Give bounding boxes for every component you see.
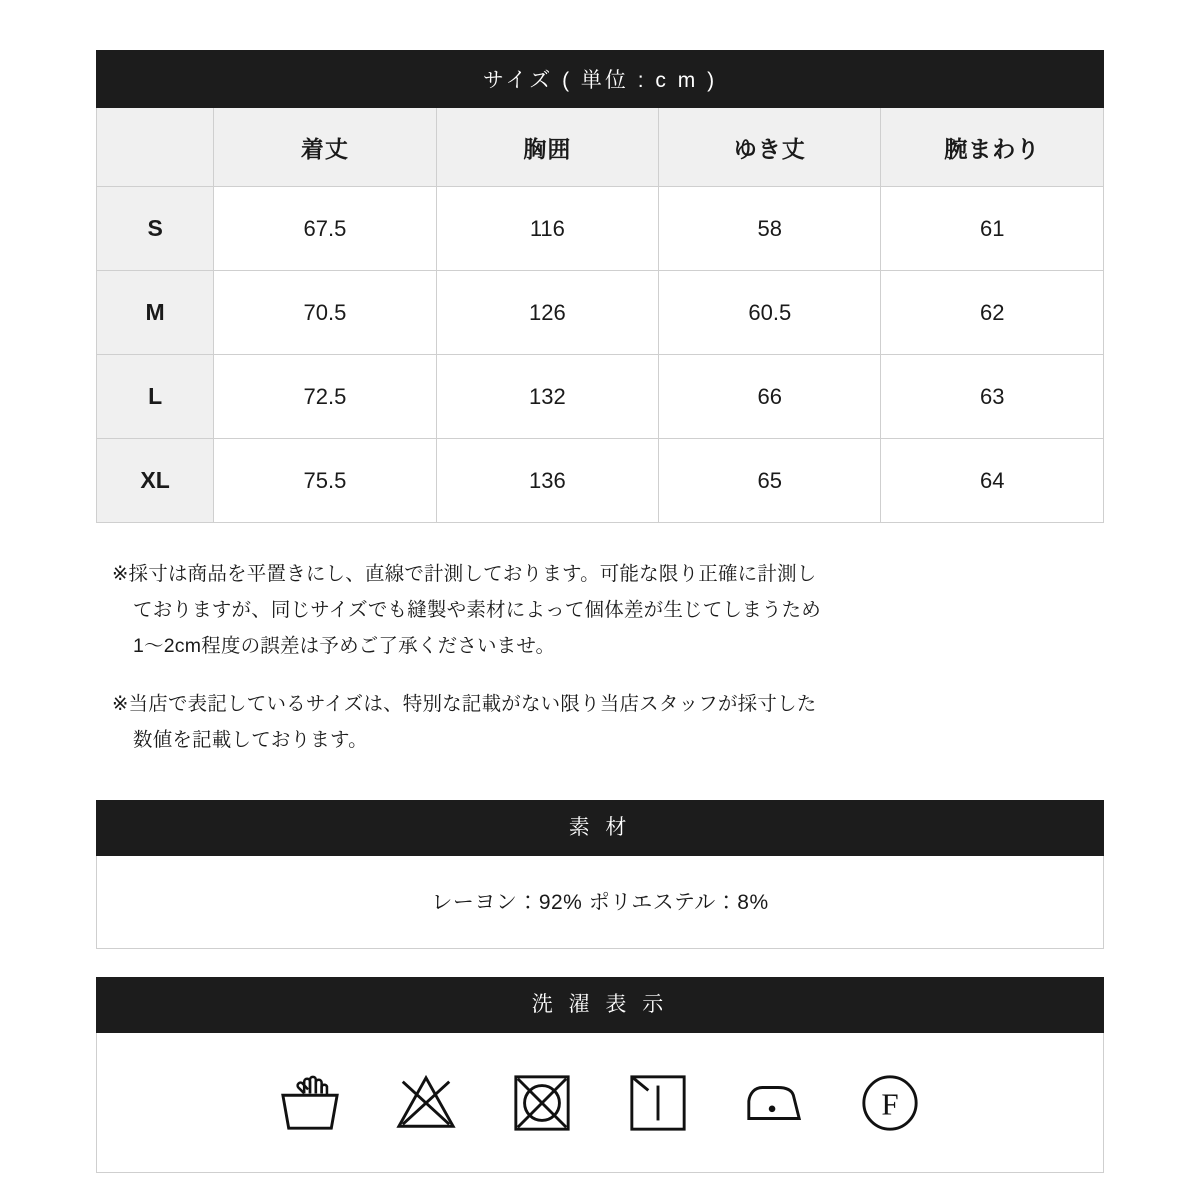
staff-measurement-note	[112, 686, 1102, 758]
material-panel-body	[96, 856, 1104, 949]
cell-chest: 126	[436, 271, 658, 355]
cell-arm-circumference: 62	[881, 271, 1104, 355]
cell-chest: 136	[436, 439, 658, 523]
table-row	[97, 355, 1104, 439]
cell-arm-circumference: 61	[881, 187, 1104, 271]
material-text: レーヨン：92% ポリエステル：8%	[431, 891, 769, 914]
staff-measurement-note-line-2: 数値を記載しております。	[133, 729, 368, 752]
material-panel-header: 素 材	[96, 800, 1104, 856]
iron-low-icon	[743, 1072, 805, 1134]
dryclean-f-icon	[859, 1072, 921, 1134]
size-table-title-row	[97, 51, 1104, 108]
measurement-note	[112, 556, 1102, 664]
table-row	[97, 271, 1104, 355]
hand-wash-icon	[279, 1072, 341, 1134]
cell-arm-circumference: 64	[881, 439, 1104, 523]
column-header-arm-circumference: 腕まわり	[881, 108, 1104, 187]
svg-text:F: F	[881, 1086, 899, 1122]
cell-chest: 116	[436, 187, 658, 271]
wash-panel	[96, 977, 1104, 1173]
cell-arm-circumference: 63	[881, 355, 1104, 439]
measurement-note-line-2: ておりますが、同じサイズでも縫製や素材によって個体差が生じてしまうため	[133, 599, 821, 622]
row-size-label: M	[97, 271, 214, 355]
wash-panel-body	[96, 1033, 1104, 1173]
no-tumble-dry-icon	[511, 1072, 573, 1134]
cell-body-length: 67.5	[214, 187, 436, 271]
no-bleach-icon	[395, 1072, 457, 1134]
staff-measurement-note-line-1: ※当店で表記しているサイズは、特別な記載がない限り当店スタッフが採寸した	[112, 693, 817, 716]
size-table	[96, 50, 1104, 523]
cell-sleeve-length: 66	[659, 355, 881, 439]
size-table-corner-cell	[97, 108, 214, 187]
column-header-chest: 胸囲	[436, 108, 658, 187]
row-size-label: S	[97, 187, 214, 271]
cell-sleeve-length: 58	[659, 187, 881, 271]
column-header-body-length: 着丈	[214, 108, 436, 187]
notes-section	[112, 556, 1102, 780]
measurement-note-line-1: ※採寸は商品を平置きにし、直線で計測しております。可能な限り正確に計測し	[112, 563, 817, 585]
column-header-sleeve-length: ゆき丈	[659, 108, 881, 187]
cell-chest: 132	[436, 355, 658, 439]
table-row	[97, 187, 1104, 271]
drip-dry-hang-icon	[627, 1072, 689, 1134]
cell-sleeve-length: 65	[659, 439, 881, 523]
measurement-note-line-3: 1〜2cm程度の誤差は予めご了承くださいませ。	[133, 635, 556, 658]
cell-sleeve-length: 60.5	[659, 271, 881, 355]
wash-panel-header: 洗 濯 表 示	[96, 977, 1104, 1033]
row-size-label: L	[97, 355, 214, 439]
size-table-header-row	[97, 108, 1104, 187]
material-panel	[96, 800, 1104, 949]
row-size-label: XL	[97, 439, 214, 523]
cell-body-length: 75.5	[214, 439, 436, 523]
size-table-container	[96, 50, 1104, 523]
cell-body-length: 70.5	[214, 271, 436, 355]
cell-body-length: 72.5	[214, 355, 436, 439]
table-row	[97, 439, 1104, 523]
size-table-title: サイズ ( 単位 : c m )	[97, 51, 1104, 108]
